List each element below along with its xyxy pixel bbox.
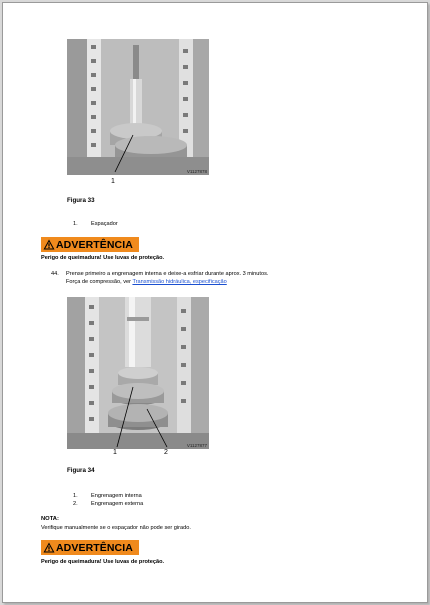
warning-banner-2: [41, 540, 139, 555]
warning-1-text: Perigo de queimadura! Use luvas de proteção.: [41, 255, 165, 261]
figure-34-callout-1: 1: [113, 449, 117, 456]
warning-label: ADVERTÊNCIA: [56, 541, 133, 554]
figure-33-code: V1127878: [186, 169, 207, 174]
figure-33-photo: [67, 39, 209, 175]
figure-34-legend: [73, 492, 143, 508]
figure-33-legend: [73, 220, 118, 228]
figure-33-callout-1: 1: [111, 178, 115, 185]
warning-triangle-icon: [43, 239, 55, 250]
press-shaft-illustration: [67, 39, 209, 175]
note-text: Verifique manualmente se o espaçador não pode ser girado.: [41, 525, 191, 531]
list-item: 2. Engrenagem externa: [73, 501, 144, 507]
figure-34-photo: [67, 297, 209, 449]
step-text-line2: Força de compressão, ver: [66, 279, 133, 285]
warning-triangle-icon: [43, 542, 55, 553]
warning-banner-1: [41, 237, 139, 252]
list-item: 1. Espaçador: [73, 221, 118, 227]
list-item: 1. Engrenagem interna: [73, 493, 142, 499]
step-text-line1: Prense primeiro a engrenagem interna e deixe-a esfriar durante aprox. 3 minutos.: [66, 271, 269, 277]
figure-34-code: V1127877: [186, 443, 207, 448]
step-44: [51, 270, 268, 286]
document-page: [2, 2, 428, 603]
step-number: 44.: [51, 271, 59, 277]
figure-34-callout-2: 2: [164, 449, 168, 456]
spec-link[interactable]: Transmissão hidráulica, especificação: [132, 279, 227, 285]
figure-34-caption: Figura 34: [67, 467, 95, 474]
warning-label: ADVERTÊNCIA: [56, 238, 133, 251]
figure-33-caption: Figura 33: [67, 197, 95, 204]
note-title: NOTA:: [41, 516, 59, 522]
press-gears-illustration: [67, 297, 209, 449]
warning-2-text: Perigo de queimadura! Use luvas de proteção.: [41, 559, 165, 565]
